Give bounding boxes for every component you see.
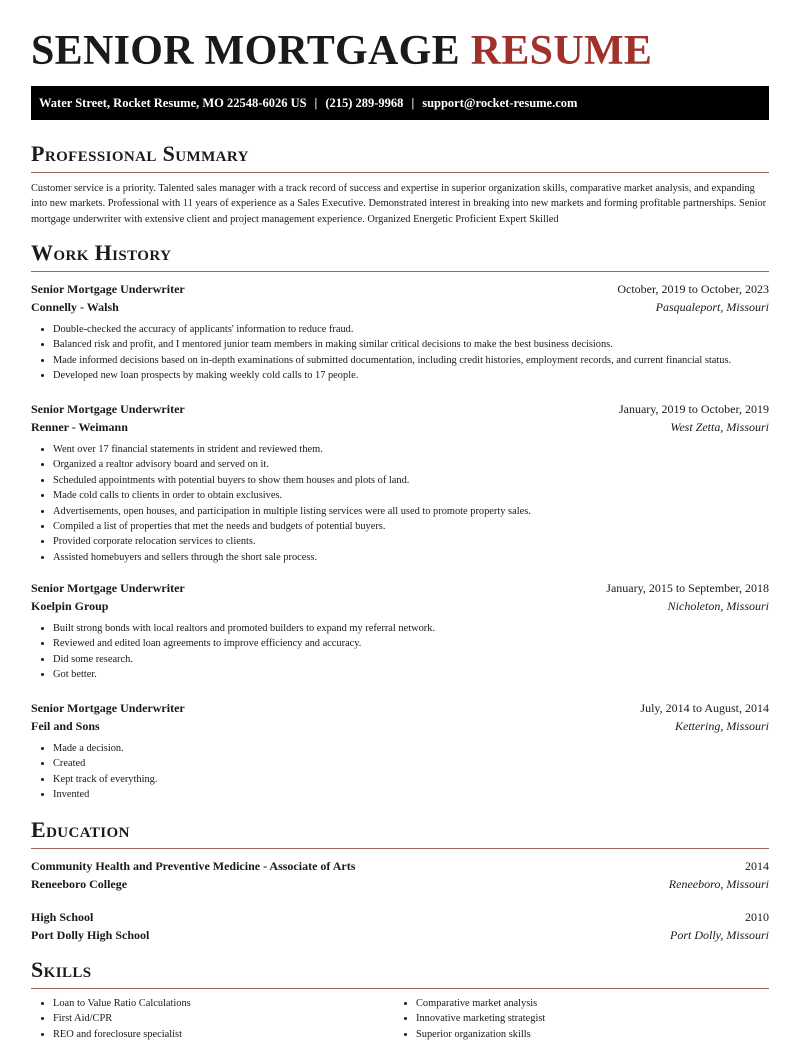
job-bullet: • Made informed decisions based on in-depth examinations of submitted documentation, including credit histories, employment records, and current financial status. (53, 353, 769, 368)
job-bullet: • Organized a realtor advisory board and served on it. (53, 457, 769, 472)
education-year: 2010 (745, 910, 769, 924)
skill-item: • Loan to Value Ratio Calculations (53, 996, 191, 1011)
job-bullets (31, 741, 769, 803)
education-entry (31, 857, 769, 893)
job-title: Senior Mortgage Underwriter (31, 701, 185, 715)
education-entry (31, 908, 769, 944)
skills-heading: Skills (31, 957, 769, 989)
job-bullet: • Compiled a list of properties that met the needs and budgets of potential buyers. (53, 519, 769, 534)
job-title: Senior Mortgage Underwriter (31, 402, 185, 416)
skills-right-column (394, 996, 545, 1042)
job-bullet: • Developed new loan prospects by making weekly cold calls to 17 people. (53, 368, 769, 383)
title-main: SENIOR MORTGAGE (31, 28, 460, 74)
job-bullet: • Reviewed and edited loan agreements to improve efficiency and accuracy. (53, 636, 769, 651)
contact-address: Water Street, Rocket Resume, MO 22548-6026 US (39, 96, 307, 110)
skill-item: • Innovative marketing strategist (416, 1011, 545, 1026)
job-title: Senior Mortgage Underwriter (31, 581, 185, 595)
job-bullet: • Advertisements, open houses, and participation in multiple listing services were all used to promote property sales. (53, 504, 769, 519)
job-company: Renner - Weimann (31, 420, 128, 434)
summary-text: Customer service is a priority. Talented sales manager with a track record of success and expertise in superior organization skills, comparative market analysis, and expanding into new markets. Professional with 11 years of experience as a Sales Executive. Demonstrated interest in breaking into new markets and forming profitable partnerships. Senior mortgage underwriter with extensive client and project management experience. Organized Energetic Proficient Expert Skilled (31, 183, 767, 225)
job-bullet: • Made cold calls to clients in order to obtain exclusives. (53, 488, 769, 503)
education-heading: Education (31, 817, 769, 849)
job-location: Nicholeton, Missouri (667, 599, 769, 613)
job-bullets (31, 322, 769, 384)
job-location: West Zetta, Missouri (670, 420, 769, 434)
job-entry (31, 400, 769, 565)
education-degree: High School (31, 910, 94, 924)
skill-item: • REO and foreclosure specialist (53, 1027, 191, 1042)
job-bullet: • Did some research. (53, 652, 769, 667)
job-bullet: • Invented (53, 787, 769, 802)
job-dates: January, 2019 to October, 2019 (618, 402, 769, 416)
job-dates: January, 2015 to September, 2018 (606, 581, 769, 595)
education-location: Port Dolly, Missouri (669, 928, 769, 942)
job-company: Feil and Sons (31, 719, 100, 733)
job-bullet: • Built strong bonds with local realtors and promoted builders to expand my referral network. (53, 621, 769, 636)
job-bullet: • Double-checked the accuracy of applicants' information to reduce fraud. (53, 322, 769, 337)
job-bullet: • Assisted homebuyers and sellers through the short sale process. (53, 550, 769, 565)
education-year: 2014 (745, 859, 769, 873)
education-location: Reneeboro, Missouri (668, 877, 769, 891)
title-accent: RESUME (470, 28, 653, 74)
job-bullet: • Went over 17 financial statements in strident and reviewed them. (53, 442, 769, 457)
job-entry (31, 579, 769, 683)
job-bullet: • Provided corporate relocation services to clients. (53, 534, 769, 549)
job-company: Connelly - Walsh (31, 300, 119, 314)
contact-email: support@rocket-resume.com (422, 96, 578, 110)
skills-left-column (31, 996, 191, 1042)
education-school: Port Dolly High School (31, 928, 150, 942)
job-bullets (31, 442, 769, 565)
skill-item: • Comparative market analysis (416, 996, 545, 1011)
job-entry (31, 280, 769, 384)
job-bullet: • Scheduled appointments with potential buyers to show them houses and plots of land. (53, 473, 769, 488)
job-bullets (31, 621, 769, 683)
job-bullet: • Got better. (53, 667, 769, 682)
summary-heading: Professional Summary (31, 141, 769, 173)
education-degree: Community Health and Preventive Medicine - Associate of Arts (31, 859, 356, 873)
resume-title (31, 27, 652, 75)
job-dates: July, 2014 to August, 2014 (640, 701, 769, 715)
contact-separator: | (411, 96, 415, 110)
contact-phone: (215) 289-9968 (325, 96, 404, 110)
job-dates: October, 2019 to October, 2023 (617, 282, 769, 296)
work-history-heading: Work History (31, 240, 769, 272)
job-title: Senior Mortgage Underwriter (31, 282, 185, 296)
job-entry (31, 699, 769, 803)
job-bullet: • Made a decision. (53, 741, 769, 756)
skill-item: • Superior organization skills (416, 1027, 545, 1042)
education-school: Reneeboro College (31, 877, 128, 891)
skill-item: • First Aid/CPR (53, 1011, 191, 1026)
job-bullet: • Created (53, 756, 769, 771)
job-bullet: • Kept track of everything. (53, 772, 769, 787)
job-location: Pasqualeport, Missouri (655, 300, 769, 314)
job-bullet: • Balanced risk and profit, and I mentored junior team members in making similar critical decisions to make the best business decisions. (53, 337, 769, 352)
job-company: Koelpin Group (31, 599, 109, 613)
contact-separator: | (314, 96, 318, 110)
job-location: Kettering, Missouri (674, 719, 769, 733)
contact-bar (31, 86, 769, 120)
